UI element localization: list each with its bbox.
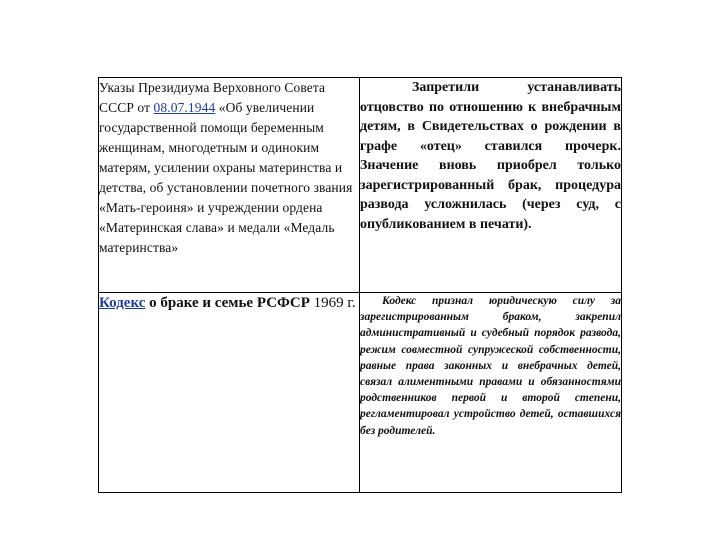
decree-effects-cell [360, 78, 622, 293]
code-effects-text: Кодекс признал юридическую силу за зарегистрированным браком, закрепил административный и судебный порядок развода, режим совместной супружеской собственности, равные права законных и внебрачных детей, связал алиментными правами и обязанностями родственников первой и второй степени, регламентировал устройство детей, оставшихся без родителей. [360, 295, 621, 437]
code-effects-cell [360, 293, 622, 493]
decree-date-link[interactable]: 08.07.1944 [153, 100, 216, 115]
decree-title-rest: «Об увеличении государственной помощи беременным женщинам, многодетным и одиноким матерям, усилении охраны материнства и детства, об установлении почетного звания «Мать-героиня» и учреждении ордена «Материнская слава» и медали «Медаль материнства» [99, 100, 353, 255]
code-year: 1969 г. [309, 295, 356, 311]
code-title-cell [99, 293, 360, 493]
code-title-bold: о браке и семье РСФСР [145, 295, 310, 311]
code-link[interactable]: Кодекс [99, 295, 146, 311]
decree-title-cell [99, 78, 360, 293]
law-table [98, 77, 622, 493]
table-row [99, 293, 622, 493]
decree-effects-text: Запретили устанавливать отцовство по отношению к внебрачным детям, в Свидетельствах о рождении в графе «отец» ставился прочерк. Значение вновь приобрел только зарегистрированный брак, процедура развода усложнилась (через суд, с опубликованием в печати). [360, 80, 621, 232]
decree-title-start: Указы Президиума Верховного Совета СССР от [99, 80, 326, 115]
table-row [99, 78, 622, 293]
